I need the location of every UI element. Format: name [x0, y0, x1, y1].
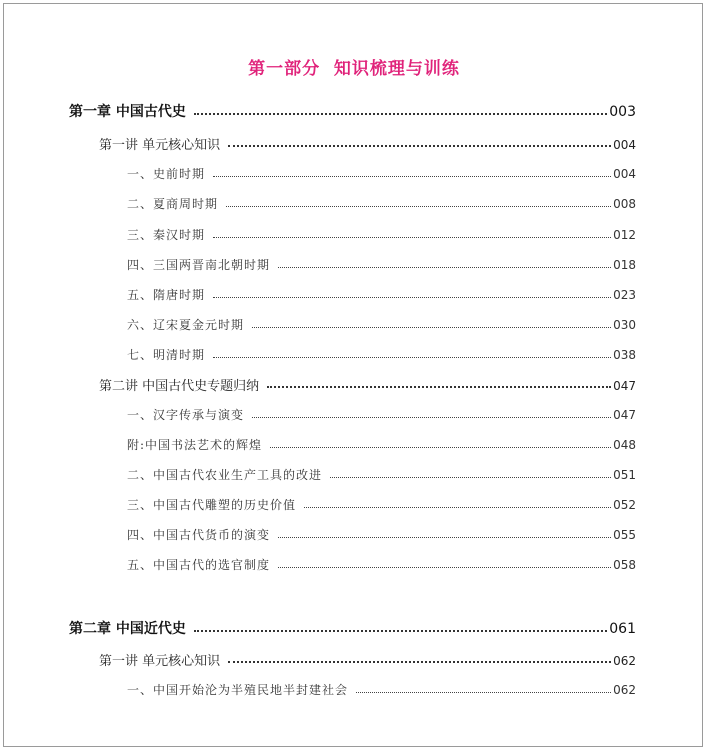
- toc-entry-title: 附:中国书法艺术的辉煌: [127, 438, 263, 452]
- toc-page-number: 061: [609, 621, 636, 637]
- dot-leader: [252, 326, 611, 328]
- toc-entry-title: 第二讲 中国古代史专题归纳: [99, 379, 260, 394]
- toc-chapter-1[interactable]: [69, 101, 636, 121]
- dot-leader: [278, 566, 611, 568]
- toc-section[interactable]: [127, 346, 636, 363]
- toc-section[interactable]: [127, 256, 636, 273]
- dot-leader: [278, 536, 611, 538]
- toc-section[interactable]: [127, 681, 636, 698]
- toc-chapter-2[interactable]: [69, 618, 636, 638]
- dot-leader: [278, 266, 611, 268]
- dot-leader: [304, 506, 611, 508]
- toc-page-number: 062: [613, 654, 636, 668]
- toc-entry-title: 一、汉字传承与演变: [127, 408, 245, 422]
- toc-entry-title: 七、明清时期: [127, 348, 206, 362]
- dot-leader: [252, 416, 611, 418]
- toc-entry-title: 五、中国古代的选官制度: [127, 558, 271, 572]
- toc-section[interactable]: [127, 195, 636, 212]
- toc-page-number: 003: [609, 104, 636, 120]
- toc-entry-title: 第一章 中国古代史: [69, 104, 186, 120]
- toc-lecture[interactable]: [99, 650, 636, 669]
- toc-section[interactable]: [127, 466, 636, 483]
- toc-section[interactable]: [127, 496, 636, 513]
- toc-section[interactable]: [127, 436, 636, 453]
- dot-leader: [270, 446, 611, 448]
- toc-page-number: 004: [613, 167, 636, 181]
- toc-section[interactable]: [127, 526, 636, 543]
- toc-entry-title: 三、秦汉时期: [127, 228, 206, 242]
- dot-leader: [356, 691, 611, 693]
- toc-entry-title: 五、隋唐时期: [127, 288, 206, 302]
- toc-entry-title: 一、中国开始沦为半殖民地半封建社会: [127, 683, 349, 697]
- toc-page-number: 048: [613, 438, 636, 452]
- dot-leader: [213, 356, 611, 358]
- dot-leader: [213, 175, 611, 177]
- toc-entry-title: 一、史前时期: [127, 167, 206, 181]
- toc-page-number: 038: [613, 348, 636, 362]
- toc-page-number: 008: [613, 197, 636, 211]
- toc-lecture[interactable]: [99, 134, 636, 153]
- toc-page-number: 004: [613, 138, 636, 152]
- toc-page-number: 051: [613, 468, 636, 482]
- toc-entry-title: 二、夏商周时期: [127, 197, 219, 211]
- toc-page-number: 047: [613, 408, 636, 422]
- part-title: 第一部分 知识梳理与训练: [248, 59, 460, 79]
- toc-entry-title: 第一讲 单元核心知识: [99, 138, 221, 153]
- dot-leader: [194, 112, 607, 115]
- toc-entry-title: 三、中国古代雕塑的历史价值: [127, 498, 297, 512]
- toc-entry-title: 二、中国古代农业生产工具的改进: [127, 468, 323, 482]
- toc-section[interactable]: [127, 406, 636, 423]
- toc-page-number: 030: [613, 318, 636, 332]
- toc-page-number: 012: [613, 228, 636, 242]
- toc-page-number: 062: [613, 683, 636, 697]
- dot-leader: [213, 236, 611, 238]
- dot-leader: [213, 296, 611, 298]
- toc-entry-title: 四、三国两晋南北朝时期: [127, 258, 271, 272]
- dot-leader: [330, 476, 611, 478]
- dot-leader: [194, 629, 607, 632]
- dot-leader: [226, 205, 611, 207]
- toc-section[interactable]: [127, 165, 636, 182]
- toc-page-number: 052: [613, 498, 636, 512]
- toc-page-number: 055: [613, 528, 636, 542]
- toc-section[interactable]: [127, 226, 636, 243]
- toc-page-number: 018: [613, 258, 636, 272]
- dot-leader: [228, 144, 611, 147]
- toc-entry-title: 第一讲 单元核心知识: [99, 654, 221, 669]
- toc-section[interactable]: [127, 286, 636, 303]
- toc-entry-title: 四、中国古代货币的演变: [127, 528, 271, 542]
- dot-leader: [228, 660, 611, 663]
- toc-page-number: 023: [613, 288, 636, 302]
- toc-entry-title: 六、辽宋夏金元时期: [127, 318, 245, 332]
- toc-section[interactable]: [127, 316, 636, 333]
- toc-page-number: 058: [613, 558, 636, 572]
- toc-section[interactable]: [127, 556, 636, 573]
- toc-lecture[interactable]: [99, 375, 636, 394]
- dot-leader: [267, 385, 611, 388]
- toc-page-number: 047: [613, 379, 636, 393]
- toc-entry-title: 第二章 中国近代史: [69, 621, 186, 637]
